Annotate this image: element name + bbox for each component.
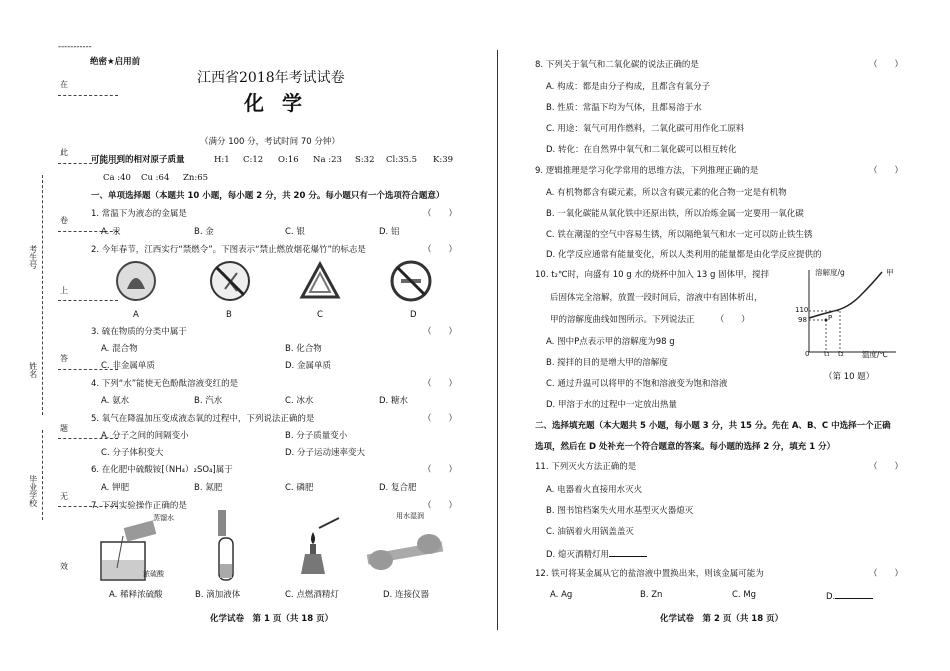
q7-label: 浓硫酸 — [143, 570, 164, 578]
graph-caption: （第 10 题） — [824, 372, 875, 382]
graph-xlabel: 温度/℃ — [862, 350, 888, 359]
q4-option: C. 冰水 — [285, 396, 314, 406]
q11-option: B. 图书馆档案失火用水基型灭火器熄灭 — [546, 506, 694, 516]
subject-title: 化学 — [244, 91, 320, 115]
seal-char-1: 在 — [60, 80, 68, 89]
seal-dash — [58, 300, 118, 301]
answer-blank — [609, 548, 647, 557]
q12-option: B. Zn — [640, 590, 663, 600]
q4-option: B. 汽水 — [194, 396, 223, 406]
sign-image-b — [207, 259, 253, 303]
q12-stem: 12. 铁可将某金属从它的盐溶液中置换出来，则该金属可能为 — [535, 569, 764, 579]
q5-stem: 5. 氧气在降温加压变成液态氧的过程中，下列说法正确的是 — [91, 414, 315, 424]
q11-option-text: D. 熄灭酒精灯用 — [546, 550, 609, 560]
q11-stem: 11. 下列灭火方法正确的是 — [535, 462, 637, 472]
atomic-mass-item: Cl:35.5 — [386, 155, 418, 165]
q5-option: A. 分子之间的间隔变小 — [101, 431, 189, 441]
graph-curve-label: 甲 — [886, 268, 894, 277]
exam-title: 江西省2018年考试试卷 — [197, 70, 345, 86]
experiment-image-b — [205, 508, 245, 584]
section1-title: 一、单项选择题（本题共 10 小题，每小题 2 分，共 20 分。每小题只有一个选项符合题意） — [91, 191, 445, 201]
q12-paren: （ ） — [869, 569, 904, 579]
q6-option: B. 氮肥 — [194, 483, 223, 493]
q3-option: B. 化合物 — [285, 344, 322, 354]
q10-stem: 10. t₂℃时，向盛有 10 g 水的烧杯中加入 13 g 固体甲，搅拌 — [535, 270, 770, 280]
atomic-mass-item: Na :23 — [313, 155, 342, 165]
q7-paren: （ ） — [423, 501, 458, 511]
atomic-mass-item: Cu :64 — [141, 173, 170, 183]
q1-option: A. 汞 — [101, 227, 121, 237]
graph-ytick: 110 — [795, 306, 809, 314]
q7-option: B. 滴加液体 — [195, 590, 241, 600]
q7-stem: 7. 下列实验操作正确的是 — [91, 501, 187, 511]
seal-dash — [58, 95, 118, 96]
q6-paren: （ ） — [423, 465, 458, 475]
q2-option: A — [133, 310, 139, 320]
sign-image-d — [388, 259, 434, 303]
q8-stem: 8. 下列关于氧气和二氧化碳的说法正确的是 — [535, 60, 699, 70]
q11-option: C. 油锅着火用锅盖盖灭 — [546, 527, 634, 537]
q1-option: B. 金 — [194, 227, 214, 237]
q2-stem: 2. 今年春节，江西实行“禁燃令”。下图表示“禁止燃放烟花爆竹”的标志是 — [91, 245, 366, 255]
q6-stem: 6. 在化肥中硫酸铵[（NH₄）₂SO₄]属于 — [91, 465, 233, 475]
q5-option: B. 分子质量变小 — [285, 431, 348, 441]
atomic-mass-item: H:1 — [214, 155, 230, 165]
seal-char-8: 效 — [60, 562, 68, 571]
q2-paren: （ ） — [423, 245, 458, 255]
footer-right: 化学试卷 第 2 页（共 18 页） — [660, 614, 784, 624]
page-divider — [497, 50, 498, 630]
q9-paren: （ ） — [869, 166, 904, 176]
q11-paren: （ ） — [869, 462, 904, 472]
q6-option: A. 钾肥 — [101, 483, 130, 493]
student-no-label: 考生号 — [28, 245, 38, 269]
q8-option: B. 性质：常温下均为气体，且都易溶于水 — [546, 103, 702, 113]
confidential-label: 绝密★启用前 — [90, 57, 141, 67]
atomic-mass-item: C:12 — [243, 155, 264, 165]
binding-line — [42, 175, 43, 415]
atomic-mass-label: 可能用到的相对原子质量 — [91, 155, 185, 165]
q9-option: B. 一氧化碳能从氧化铁中还原出铁，所以冶炼金属一定要用一氧化碳 — [546, 209, 804, 219]
q12-option: A. Ag — [550, 590, 573, 600]
seal-char-3: 卷 — [60, 216, 68, 225]
q10-option: B. 搅拌的目的是增大甲的溶解度 — [546, 358, 668, 368]
atomic-mass-item: Ca :40 — [103, 173, 131, 183]
sign-image-c — [297, 259, 343, 303]
q7-option: D. 连接仪器 — [383, 590, 429, 600]
q5-option: D. 分子运动速率变大 — [285, 448, 365, 458]
q3-option: C. 非金属单质 — [101, 361, 155, 371]
section2-title: 二、选择填充题（本大题共 5 小题，每小题 3 分，共 15 分。先在 A、B、C 中选择一个正确 — [535, 421, 891, 431]
experiment-image-d — [363, 510, 447, 582]
q3-option: D. 金属单质 — [285, 361, 331, 371]
graph-xtick: t₂ — [838, 350, 844, 358]
q1-option: D. 铝 — [379, 227, 400, 237]
q12-option-d — [826, 590, 873, 602]
q7-option: C. 点燃酒精灯 — [285, 590, 339, 600]
top-dashes: ----------- — [58, 42, 92, 52]
q9-option: A. 有机物都含有碳元素，所以含有碳元素的化合物一定是有机物 — [546, 188, 787, 198]
q8-option: C. 用途：氧气可用作燃料，二氧化碳可用作化工原料 — [546, 124, 745, 134]
atomic-mass-item: O:16 — [278, 155, 299, 165]
q10-option: C. 通过升温可以将甲的不饱和溶液变为饱和溶液 — [546, 379, 728, 389]
section2-title: 选项，然后在 D 处补充一个符合题意的答案。每小题的选择 2 分，填充 1 分） — [535, 442, 836, 452]
q7-option: A. 稀释浓硫酸 — [109, 590, 163, 600]
q1-paren: （ ） — [423, 209, 458, 219]
q4-paren: （ ） — [423, 379, 458, 389]
school-label: 毕业学校 — [28, 475, 38, 507]
seal-char-2: 此 — [60, 148, 68, 157]
binding-line — [42, 430, 43, 520]
name-label: 姓名 — [28, 362, 38, 378]
atomic-mass-item: Zn:65 — [183, 173, 209, 183]
q8-paren: （ ） — [869, 60, 904, 70]
q2-option: B — [226, 310, 232, 320]
q9-option: D. 化学反应通常有能量变化，所以人类利用的能量都是由化学反应提供的 — [546, 250, 822, 260]
q11-option-d — [546, 548, 647, 560]
atomic-mass-item: K:39 — [433, 155, 454, 165]
exam-info: （满分 100 分，考试时间 70 分钟） — [200, 137, 340, 147]
q12-option-text: D. — [826, 592, 836, 602]
seal-char-4: 上 — [60, 286, 68, 295]
seal-char-5: 答 — [60, 354, 68, 363]
q4-option: D. 糖水 — [379, 396, 408, 406]
q1-option: C. 银 — [285, 227, 305, 237]
q10-stem: 后固体完全溶解，放置一段时间后，溶液中有固体析出， — [550, 293, 763, 303]
answer-blank — [835, 590, 873, 599]
q1-stem: 1. 常温下为液态的金属是 — [91, 209, 187, 219]
q3-option: A. 混合物 — [101, 344, 138, 354]
q8-option: D. 转化：在自然界中氧气和二氧化碳可以相互转化 — [546, 145, 737, 155]
q4-option: A. 氨水 — [101, 396, 130, 406]
q3-stem: 3. 硫在物质的分类中属于 — [91, 327, 187, 337]
q6-option: C. 磷肥 — [285, 483, 314, 493]
q4-stem: 4. 下列“水”能使无色酚酞溶液变红的是 — [91, 379, 239, 389]
graph-point-label: P — [828, 314, 833, 322]
sign-image-a — [113, 259, 159, 303]
graph-ytick: 98 — [798, 316, 807, 324]
q9-stem: 9. 逻辑推理是学习化学常用的思维方法，下列推理正确的是 — [535, 166, 759, 176]
q12-option: C. Mg — [732, 590, 757, 600]
graph-xtick: t₁ — [824, 350, 830, 358]
q5-paren: （ ） — [423, 414, 458, 424]
experiment-image-c — [283, 514, 343, 584]
q11-option: A. 电器着火直接用水灭火 — [546, 485, 643, 495]
seal-char-7: 无 — [60, 492, 68, 501]
seal-char-6: 题 — [60, 424, 68, 433]
q5-option: C. 分子体积变大 — [101, 448, 164, 458]
footer-left: 化学试卷 第 1 页（共 18 页） — [210, 614, 334, 624]
q7-label: 用水湿润 — [396, 512, 424, 520]
graph-xtick: 0 — [805, 350, 810, 358]
q2-option: C — [317, 310, 323, 320]
q2-option: D — [410, 310, 417, 320]
graph-ylabel: 溶解度/g — [815, 268, 845, 277]
q8-option: A. 构成：都是由分子构成，且都含有氧分子 — [546, 82, 711, 92]
atomic-mass-item: S:32 — [355, 155, 375, 165]
q6-option: D. 复合肥 — [379, 483, 417, 493]
q10-option: A. 图中P点表示甲的溶解度为98 g — [546, 337, 675, 347]
q3-paren: （ ） — [423, 327, 458, 337]
q10-stem: 甲的溶解度曲线如图所示。下列说法正 （ ） — [550, 315, 750, 325]
q10-option: D. 甲溶于水的过程中一定放出热量 — [546, 400, 677, 410]
q7-label: 蒸馏水 — [153, 514, 174, 522]
q9-option: C. 铁在潮湿的空气中容易生锈，所以隔绝氧气和水一定可以防止铁生锈 — [546, 230, 813, 240]
